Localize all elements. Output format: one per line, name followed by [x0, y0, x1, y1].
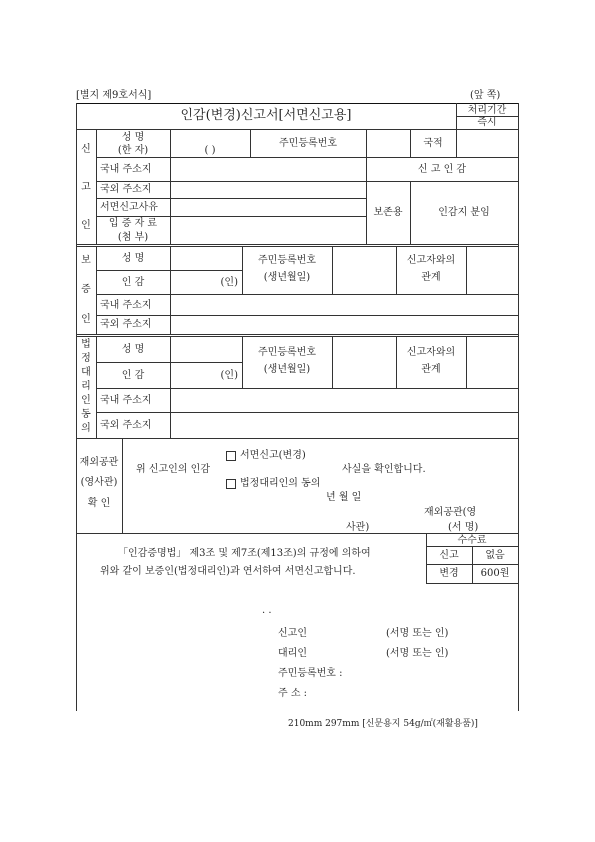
- fee-title: 수수료: [457, 535, 487, 546]
- option-written-report[interactable]: 서면신고(변경): [226, 446, 306, 461]
- page-title: 인감(변경)신고서[서면신고용]: [180, 107, 352, 123]
- rrn-line[interactable]: 주민등록번호 :: [278, 668, 343, 679]
- fee-row-label: 변경: [439, 568, 459, 579]
- guarantor-domestic-address-label: 국내 주소지: [100, 299, 152, 311]
- applicant-nationality-label: 국적: [423, 138, 443, 149]
- processing-period-value: 즉시: [477, 116, 497, 128]
- guarantor-foreign-address-label: 국외 주소지: [100, 319, 152, 330]
- applicant-name-field[interactable]: [170, 130, 250, 144]
- guarantor-rrn-field[interactable]: [332, 246, 396, 294]
- legal-rep-name-field[interactable]: [170, 336, 242, 362]
- applicant-rrn-field[interactable]: [366, 130, 410, 157]
- agent-label: 대리인: [278, 648, 307, 659]
- applicant-evidence-field[interactable]: [170, 216, 366, 244]
- applicant-domestic-address-field[interactable]: [170, 157, 366, 181]
- fee-row-value: 600원: [480, 568, 510, 579]
- declaration-date-dots: . .: [262, 605, 272, 616]
- guarantor-relation-field[interactable]: [466, 246, 518, 294]
- legal-rep-relation-field[interactable]: [466, 336, 518, 388]
- guarantor-section-label: 보 증 인: [81, 255, 91, 325]
- paper-spec: 210mm 297mm [신문용지 54g/㎡(재활용품)]: [288, 719, 478, 729]
- applicant-rrn-label: 주민등록번호: [279, 138, 337, 149]
- guarantor-seal-mark[interactable]: (인): [220, 276, 238, 288]
- guarantor-domestic-address-field[interactable]: [170, 295, 518, 315]
- guarantor-relation-label: 신고자와의 관계: [406, 255, 456, 283]
- guarantor-name-field[interactable]: [170, 246, 242, 270]
- processing-period-label: 처리기간: [467, 104, 507, 116]
- applicant-evidence-label: 입 증 자 료 (첨 부): [108, 217, 158, 243]
- applicant-hanja-label: (한 자): [117, 144, 149, 156]
- consulate-signer-label-cont: 사관): [346, 522, 370, 533]
- legal-rep-seal-label: 인 감: [121, 369, 145, 381]
- checkbox-icon[interactable]: [226, 451, 236, 461]
- applicant-section-label: 신 고 인: [81, 143, 91, 231]
- form-number: [별지 제9호서식]: [76, 90, 152, 101]
- legal-rep-foreign-address-label: 국외 주소지: [100, 419, 152, 431]
- seal-preserve-label: 보존용: [373, 207, 403, 218]
- guarantor-name-label: 성 명: [121, 252, 145, 264]
- seal-branch-label: 인감지 분임: [438, 207, 490, 218]
- guarantor-foreign-address-field[interactable]: [170, 315, 518, 334]
- legal-rep-section-label: 법 정 대 리 인 동 의: [81, 339, 91, 434]
- agent-signature[interactable]: (서명 또는 인): [386, 648, 449, 659]
- declaration-line-2: 위와 같이 보증인(법정대리인)과 연서하여 서면신고합니다.: [100, 566, 356, 577]
- legal-rep-relation-label: 신고자와의 관계: [406, 347, 456, 375]
- applicant-foreign-address-field[interactable]: [170, 181, 366, 198]
- applicant-domestic-address-label: 국내 주소지: [100, 163, 152, 175]
- consulate-signer-label: 재외공관(영: [424, 507, 477, 518]
- applicant-nationality-field[interactable]: [456, 130, 518, 157]
- fee-row-value: 없음: [485, 550, 505, 561]
- legal-rep-rrn-field[interactable]: [332, 336, 396, 388]
- reporter-signature[interactable]: (서명 또는 인): [386, 628, 449, 639]
- legal-rep-domestic-address-label: 국내 주소지: [100, 394, 152, 406]
- seal-header: 신 고 인 감: [417, 163, 467, 175]
- applicant-foreign-address-label: 국외 주소지: [100, 184, 152, 195]
- guarantor-rrn-label: 주민등록번호 (생년월일): [258, 255, 316, 283]
- legal-rep-domestic-address-field[interactable]: [170, 388, 518, 412]
- fee-row-label: 신고: [439, 550, 459, 561]
- page-side-label: (앞 쪽): [470, 90, 501, 101]
- consulate-signature[interactable]: (서 명): [448, 522, 479, 533]
- address-line[interactable]: 주 소 :: [278, 688, 308, 699]
- consulate-sentence-end: 사실을 확인합니다.: [342, 464, 426, 475]
- guarantor-seal-label: 인 감: [121, 276, 145, 288]
- option-legal-rep-consent[interactable]: 법정대리인의 동의: [226, 474, 320, 489]
- consulate-sentence-start: 위 신고인의 인감: [136, 464, 210, 475]
- applicant-reason-field[interactable]: [170, 198, 366, 216]
- legal-rep-name-label: 성 명: [121, 343, 145, 355]
- consulate-date-line: 년 월 일: [326, 492, 362, 503]
- consulate-section-label: 재외공관 (영사관) 확 인: [79, 456, 119, 510]
- legal-rep-rrn-label: 주민등록번호 (생년월일): [258, 347, 316, 375]
- legal-rep-foreign-address-field[interactable]: [170, 412, 518, 438]
- legal-rep-seal-mark[interactable]: (인): [220, 369, 238, 381]
- reporter-label: 신고인: [278, 628, 307, 639]
- applicant-reason-label: 서면신고사유: [100, 201, 158, 213]
- declaration-line-1: 「인감증명법」 제3조 및 제7조(제13조)의 규정에 의하여: [118, 548, 371, 559]
- applicant-hanja-field[interactable]: ( ): [204, 144, 216, 156]
- applicant-name-label: 성 명: [121, 131, 145, 143]
- checkbox-icon[interactable]: [226, 479, 236, 489]
